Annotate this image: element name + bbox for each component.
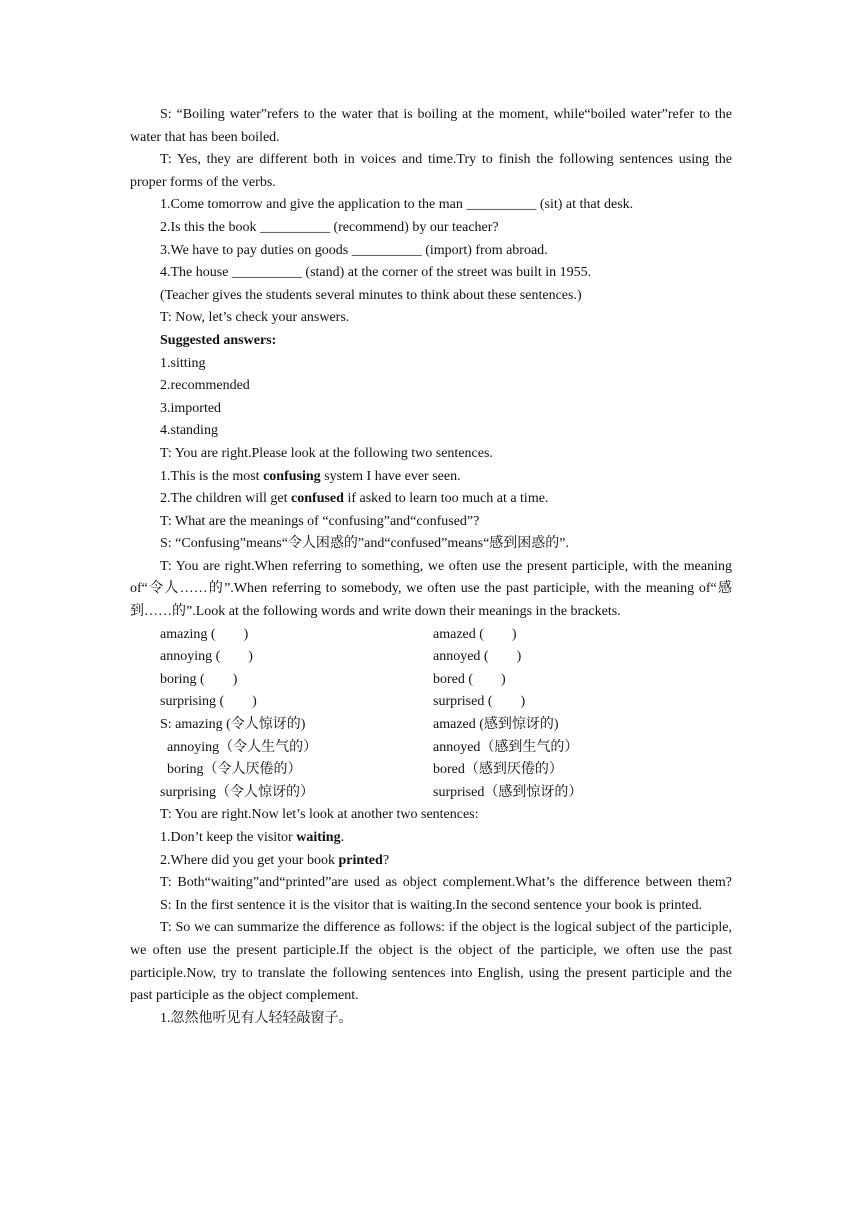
answer-item-1: 1.sitting xyxy=(160,355,206,371)
sentence-text: 2.The children will get xyxy=(160,491,292,507)
sentence-text: ? xyxy=(382,852,390,868)
word-pair-row xyxy=(130,737,732,760)
exercise-item-3: 3.We have to pay duties on goods __________ (import) from abroad. xyxy=(160,242,548,258)
another-two-sentences-line: T: You are right.Now let’s look at another two sentences: xyxy=(160,807,479,823)
sentence-text: 1.Don’t keep the visitor xyxy=(160,830,297,845)
answer-item-4: 4.standing xyxy=(160,423,218,439)
answer-item-2: 2.recommended xyxy=(160,378,250,394)
word-pair-row xyxy=(130,759,732,782)
word-left: surprising ( ) xyxy=(160,694,257,710)
student-explanation: S: In the first sentence it is the visitor that is waiting.In the second sentence your book is printed. xyxy=(160,897,703,913)
exercise-item-4: 4.The house __________ (stand) at the corner of the street was built in 1955. xyxy=(160,265,592,281)
sentence-text: 1.This is the most xyxy=(160,468,264,484)
word-left: annoying（令人生气的） xyxy=(160,739,318,755)
exercise-item-1: 1.Come tomorrow and give the application to the man __________ (sit) at that desk. xyxy=(160,197,634,213)
paragraph-boiling-water: S: “Boiling water”refers to the water that is boiling at the moment, while“boiled water”refer to the water that has been boiled. xyxy=(130,107,732,145)
suggested-answers-heading: Suggested answers: xyxy=(160,332,277,348)
word-pair-row xyxy=(130,714,732,737)
sentence-text: . xyxy=(340,830,345,845)
word-left: S: amazing (令人惊讶的) xyxy=(160,717,306,733)
bold-keyword: printed xyxy=(338,852,383,868)
word-left: annoying ( ) xyxy=(160,649,253,665)
word-right: surprised（感到惊讶的） xyxy=(433,784,583,800)
participle-explanation: T: You are right.When referring to something, we often use the present participle, with the meaning of“令人……的”.When referring to somebody, we often use the past participle, with the meaning of“感到……的”.Look at the following words and write down their meanings in the brackets. xyxy=(130,558,732,620)
word-left: boring（令人厌倦的） xyxy=(160,762,302,778)
meanings-question: T: What are the meanings of “confusing”and“confused”? xyxy=(160,513,480,529)
word-pair-row xyxy=(130,624,732,647)
object-complement-question: T: Both“waiting”and“printed”are used as object complement.What’s the difference between them? xyxy=(160,875,732,891)
example-sentence-confused xyxy=(130,488,732,511)
word-pair-row xyxy=(130,691,732,714)
example-sentence-confusing xyxy=(130,466,732,489)
bold-keyword: confused xyxy=(291,491,344,507)
meanings-answer: S: “Confusing”means“令人困惑的”and“confused”means“感到困惑的”. xyxy=(160,536,570,552)
example-sentence-printed xyxy=(130,850,732,873)
you-are-right-line: T: You are right.Please look at the following two sentences. xyxy=(160,445,493,461)
example-sentence-waiting xyxy=(130,827,732,850)
bold-keyword: waiting xyxy=(296,830,341,845)
word-right: amazed ( ) xyxy=(433,626,517,642)
paragraph-different-voices: T: Yes, they are different both in voices and time.Try to finish the following sentences using the proper forms of the verbs. xyxy=(130,152,732,190)
sentence-text: 2.Where did you get your book xyxy=(160,852,339,868)
document-page xyxy=(130,104,732,1030)
bold-keyword: confusing xyxy=(263,468,321,484)
exercise-item-2: 2.Is this the book __________ (recommend) by our teacher? xyxy=(160,219,499,235)
word-left: boring ( ) xyxy=(160,671,238,687)
check-answers-line: T: Now, let’s check your answers. xyxy=(160,310,350,326)
word-pair-row xyxy=(130,646,732,669)
translation-item-1: 1.忽然他听见有人轻轻敲窗子。 xyxy=(160,1010,353,1026)
word-right: amazed (感到惊讶的) xyxy=(433,717,559,733)
sentence-text: if asked to learn too much at a time. xyxy=(343,491,549,507)
word-right: annoyed ( ) xyxy=(433,649,522,665)
sentence-text: system I have ever seen. xyxy=(320,468,461,484)
word-right: annoyed（感到生气的） xyxy=(433,739,579,755)
word-pair-row xyxy=(130,782,732,805)
teacher-note: (Teacher gives the students several minutes to think about these sentences.) xyxy=(160,287,582,303)
word-left: amazing ( ) xyxy=(160,626,249,642)
word-left: surprising（令人惊讶的） xyxy=(160,784,314,800)
answer-item-3: 3.imported xyxy=(160,400,222,416)
word-pair-row xyxy=(130,669,732,692)
word-right: surprised ( ) xyxy=(433,694,526,710)
word-right: bored（感到厌倦的） xyxy=(433,762,563,778)
summary-paragraph: T: So we can summarize the difference as follows: if the object is the logical subject of the participle, we often use the present participle.If the object is the object of the participle, we often use the past participle.Now, try to translate the following sentences into English, using the present participle and the past participle as the object complement. xyxy=(130,920,732,1004)
word-right: bored ( ) xyxy=(433,671,506,687)
